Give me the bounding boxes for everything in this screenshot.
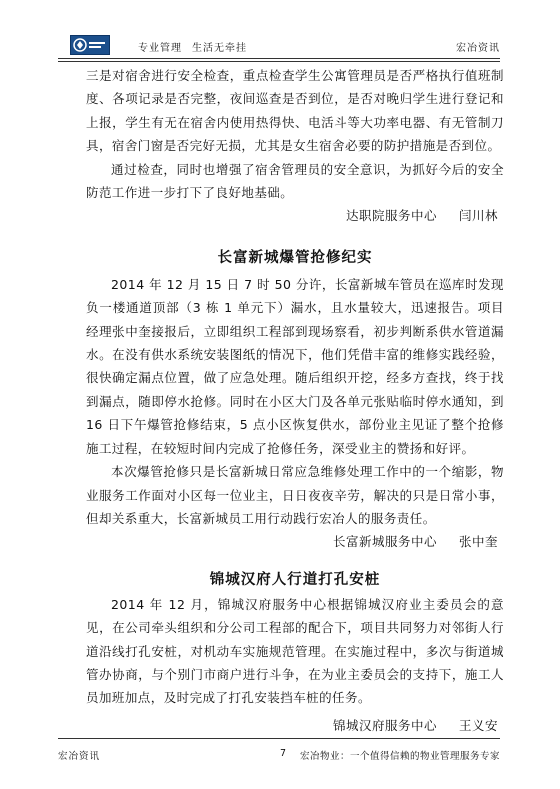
page-content: [86, 64, 504, 737]
header-right-title: 宏冶资讯: [456, 43, 500, 54]
section2-sign-org: 长富新城服务中心: [332, 534, 437, 550]
section3-sign-name: 王义安: [458, 717, 498, 733]
section1-paragraph-2: 通过检查，同时也增强了宿舍管理员的安全意识，为抓好今后的安全防范工作进一步打下了良好地基础。: [86, 161, 504, 201]
section1-sign-org: 达职院服务中心: [345, 208, 437, 224]
section3-sign-org: 锦城汉府服务中心: [332, 717, 437, 733]
section3-title: 锦城汉府人行道打孔安桩: [209, 570, 381, 588]
section2-title: 长富新城爆管抢修纪实: [217, 248, 373, 266]
section2-sign-name: 张中奎: [458, 534, 498, 550]
section1-sign-name: 闫川林: [458, 208, 498, 224]
page-number: 7: [280, 748, 287, 759]
header-divider: [58, 58, 500, 59]
footer-right: 宏冶物业：一个值得信赖的物业管理服务专家: [299, 751, 500, 762]
section2-signature: [86, 530, 504, 553]
footer-left: 宏冶资讯: [58, 751, 101, 762]
section2-paragraph-1: 2014 年 12 月 15 日 7 时 50 分许，长富新城车管员在巡库时发现负一楼通道顶部（3 栋 1 单元下）漏水，且水量较大，迅速报告。项目经理张中奎接报后，立即组织工程部到现场察看，初步判断系供水管道漏水。在没有供水系统安装图纸的情况下，他们凭借丰富的维修实践经验，很快确定漏点位置，做了应急处理。随后组织开挖，经多方查找，终于找到漏点，随即停水抢修。同时在小区大门及各单元张贴临时停水通知，到 16 日下午爆管抢修结束，5 点小区恢复供水，部份业主见证了整个抢修施工过程，在较短时间内完成了抢修任务，深受业主的赞扬和好评。: [86, 276, 504, 456]
company-logo: [70, 35, 110, 55]
section3-signature: [86, 714, 504, 737]
footer-divider: [58, 738, 500, 739]
slogan-part-1: 专业管理: [138, 43, 182, 54]
section1-signature: [86, 204, 504, 227]
slogan-part-2: 生活无牵挂: [192, 43, 247, 54]
header-slogan: [138, 39, 257, 54]
page-footer: [58, 748, 500, 764]
section2-paragraph-2: 本次爆管抢修只是长富新城日常应急维修处理工作中的一个缩影，物业服务工作面对小区每一位业主，日日夜夜辛劳，解决的只是日常小事，但却关系重大，长富新城员工用行动践行宏冶人的服务责任。: [86, 464, 504, 526]
section3-paragraph-1: 2014 年 12 月，锦城汉府服务中心根据锦城汉府业主委员会的意见，在公司牵头组织和分公司工程部的配合下，项目共同努力对邻街人行道沿线打孔安桩，对机动车实施规范管理。在实施过程中，多次与街道城管办协商，与个别门市商户进行斗争，在为业主委员会的支持下，施工人员加班加点，及时完成了打孔安装挡车桩的任务。: [86, 596, 504, 706]
section1-paragraph-1: 三是对宿舍进行安全检查，重点检查学生公寓管理员是否严格执行值班制度、各项记录是否完整，夜间巡查是否到位，是否对晚归学生进行登记和上报，学生有无在宿舍内使用热得快、电活斗等大功率电器、有无管制刀具，宿舍门窗是否完好无损，尤其是女生宿舍必要的防护措施是否到位。: [86, 68, 504, 154]
page-header: [58, 30, 500, 58]
header-divider-2: [58, 61, 500, 62]
